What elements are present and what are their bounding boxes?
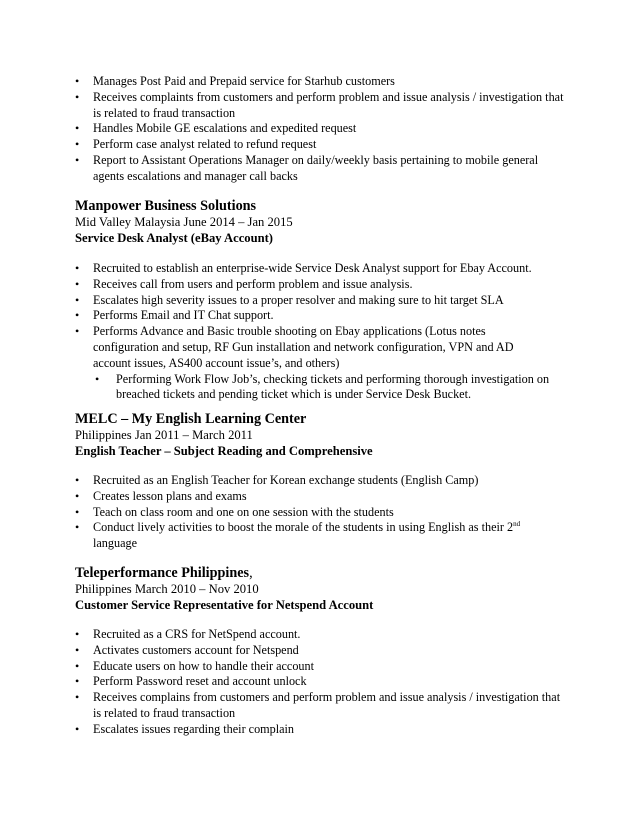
list-item: • Performs Email and IT Chat support. (75, 308, 565, 324)
list-item: • Educate users on how to handle their account (75, 659, 565, 675)
manpower-sub-list (75, 372, 565, 404)
list-item: • Report to Assistant Operations Manager on daily/weekly basis pertaining to mobile general agents escalations and manager call backs (75, 153, 565, 185)
bullet-text-continued: language (93, 536, 137, 551)
list-item: • Recruited as a CRS for NetSpend account. (75, 627, 565, 643)
list-item: • Receives complaints from customers and perform problem and issue analysis / investigation that is related to fraud transaction (75, 90, 565, 122)
list-item: • Recruited to establish an enterprise-wide Service Desk Analyst support for Ebay Account. (75, 261, 565, 277)
company-name: Manpower Business Solutions (75, 198, 257, 214)
company-name-line (75, 565, 575, 582)
job-role: Customer Service Representative for Netspend Account (75, 597, 374, 612)
company-name: MELC – My English Learning Center (75, 411, 307, 427)
job-role: English Teacher – Subject Reading and Comprehensive (75, 443, 373, 458)
list-item: • Manages Post Paid and Prepaid service for Starhub customers (75, 74, 565, 90)
teleperformance-duties-list (75, 627, 565, 738)
sub-list-item: • Performing Work Flow Job’s, checking tickets and performing thorough investigation on breached tickets and pending ticket which is under Service Desk Bucket. (94, 372, 565, 404)
location-dates: Philippines March 2010 – Nov 2010 (75, 582, 259, 596)
bullet-text: Conduct lively activities to boost the morale of the students in using English as their 2 (93, 520, 514, 535)
sub-list-container (75, 372, 565, 404)
list-item: • Receives call from users and perform problem and issue analysis. (75, 277, 565, 293)
teleperformance-section (75, 565, 575, 614)
list-item: • Performs Advance and Basic trouble shooting on Ebay applications (Lotus notes configuration and setup, RF Gun installation and network configuration, VPN and AD account issues, AS400 account issue’s, and others) (75, 324, 533, 371)
location-dates: Philippines Jan 2011 – March 2011 (75, 428, 253, 442)
location-dates: Mid Valley Malaysia June 2014 – Jan 2015 (75, 215, 293, 229)
list-item: • Handles Mobile GE escalations and expedited request (75, 121, 565, 137)
ordinal-suffix: nd (513, 520, 521, 529)
manpower-section (75, 198, 575, 247)
list-item: • Creates lesson plans and exams (75, 489, 565, 505)
list-item: • Escalates issues regarding their complain (75, 722, 565, 738)
list-item: • Receives complains from customers and perform problem and issue analysis / investigation that is related to fraud transaction (75, 690, 565, 722)
manpower-duties-list (75, 261, 565, 403)
melc-section (75, 411, 575, 460)
list-item: • Teach on class room and one on one session with the students (75, 505, 565, 521)
list-item: • Recruited as an English Teacher for Korean exchange students (English Camp) (75, 473, 565, 489)
list-item (75, 520, 565, 552)
list-item: • Perform Password reset and account unlock (75, 674, 565, 690)
company-suffix: , (249, 565, 253, 581)
starhub-duties-list (75, 74, 565, 185)
job-role: Service Desk Analyst (eBay Account) (75, 230, 273, 245)
company-name: Teleperformance Philippines (75, 565, 250, 581)
list-item: • Perform case analyst related to refund request (75, 137, 565, 153)
list-item: • Escalates high severity issues to a proper resolver and making sure to hit target SLA (75, 293, 565, 309)
list-item: • Activates customers account for Netspend (75, 643, 565, 659)
melc-duties-list (75, 473, 565, 552)
